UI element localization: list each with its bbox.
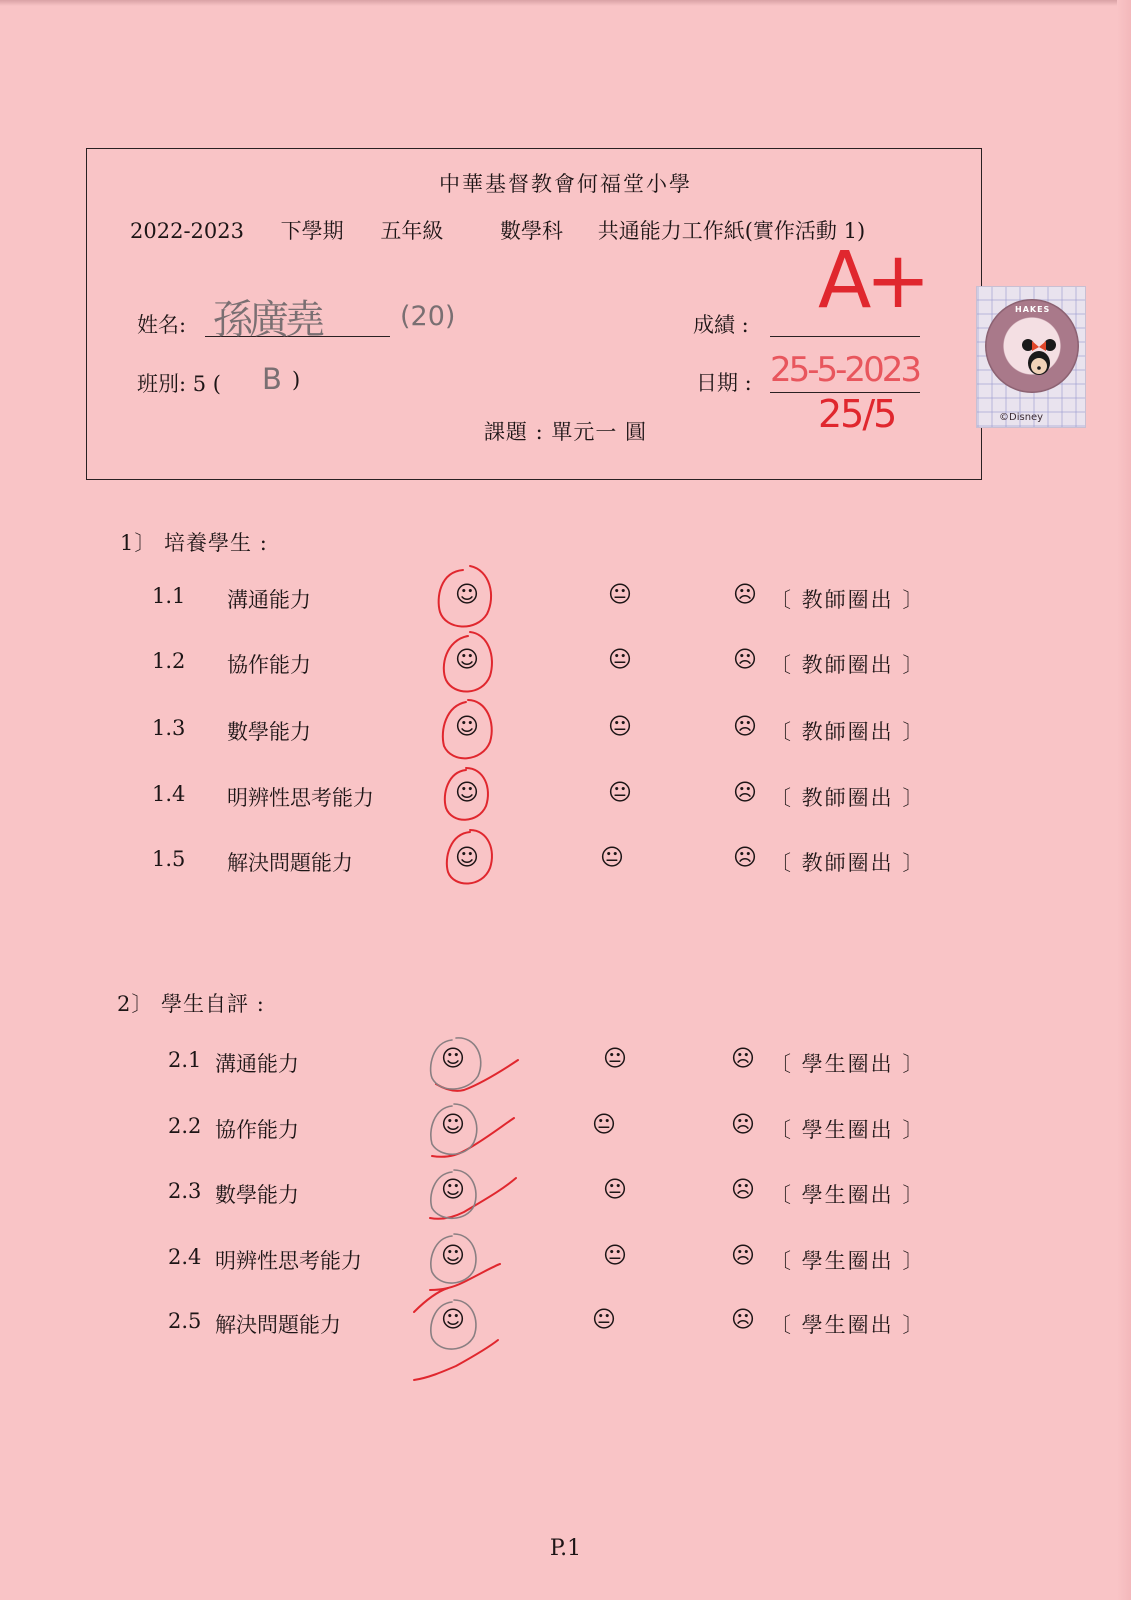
student-note: 〔 學生圈出 〕 — [770, 1052, 926, 1076]
sad-face-icon[interactable]: ☹ — [731, 1046, 755, 1072]
school-year: 2022-2023 — [130, 219, 244, 243]
grade-underline — [770, 336, 920, 337]
term: 下學期 — [280, 219, 344, 243]
section1-title: 1〕 培養學生 : — [120, 531, 268, 555]
class-close: ) — [292, 368, 301, 392]
student-note: 〔 學生圈出 〕 — [770, 1183, 926, 1207]
section1-row — [0, 778, 1131, 818]
grade-label: 成績 : — [693, 313, 749, 337]
neutral-face-icon[interactable]: 😐 — [603, 1243, 627, 1269]
neutral-face-icon[interactable]: 😐 — [608, 780, 632, 806]
disney-sticker — [976, 286, 1086, 428]
teacher-note: 〔 教師圈出 〕 — [770, 851, 926, 875]
sad-face-icon[interactable]: ☹ — [733, 845, 757, 871]
sad-face-icon[interactable]: ☹ — [733, 714, 757, 740]
sad-face-icon[interactable]: ☹ — [731, 1177, 755, 1203]
item-number: 1.3 — [152, 716, 186, 740]
neutral-face-icon[interactable]: 😐 — [592, 1112, 616, 1138]
item-number: 2.4 — [168, 1245, 202, 1269]
grade-value: A+ — [818, 236, 925, 326]
happy-face-icon[interactable]: ☺ — [455, 845, 479, 871]
skill-name: 解決問題能力 — [215, 1313, 341, 1337]
neutral-face-icon[interactable]: 😐 — [608, 714, 632, 740]
section1-row — [0, 645, 1131, 685]
skill-name: 解決問題能力 — [227, 851, 353, 875]
item-number: 1.2 — [152, 649, 186, 673]
section2-row — [0, 1175, 1131, 1215]
worksheet-subtitle — [130, 215, 865, 245]
page-number: P.1 — [549, 1536, 582, 1561]
item-number: 1.4 — [152, 782, 186, 806]
happy-face-icon[interactable]: ☺ — [441, 1112, 465, 1138]
neutral-face-icon[interactable]: 😐 — [603, 1046, 627, 1072]
student-note: 〔 學生圈出 〕 — [770, 1118, 926, 1142]
skill-name: 數學能力 — [215, 1183, 299, 1207]
skill-name: 明辨性思考能力 — [215, 1249, 362, 1273]
item-number: 1.5 — [152, 847, 186, 871]
item-number: 2.2 — [168, 1114, 202, 1138]
skill-name: 協作能力 — [227, 653, 311, 677]
lesson-topic: 課題 : 單元一 圓 — [483, 420, 648, 444]
section1-row — [0, 843, 1131, 883]
minnie-face-icon — [1022, 337, 1056, 377]
date-label: 日期 : — [696, 371, 752, 395]
happy-face-icon[interactable]: ☺ — [441, 1243, 465, 1269]
skill-name: 明辨性思考能力 — [227, 786, 374, 810]
school-name: 中華基督教會何福堂小學 — [439, 172, 692, 196]
class-value: B — [262, 362, 282, 396]
teacher-note: 〔 教師圈出 〕 — [770, 786, 926, 810]
item-number: 2.1 — [168, 1048, 202, 1072]
neutral-face-icon[interactable]: 😐 — [592, 1307, 616, 1333]
worksheet-title: 共通能力工作紙(實作活動 1) — [597, 219, 866, 243]
item-number: 2.3 — [168, 1179, 202, 1203]
subject: 數學科 — [500, 219, 564, 243]
section2-row — [0, 1241, 1131, 1281]
happy-face-icon[interactable]: ☺ — [455, 582, 479, 608]
sad-face-icon[interactable]: ☹ — [733, 582, 757, 608]
section2-title: 2〕 學生自評 : — [117, 992, 265, 1016]
sad-face-icon[interactable]: ☹ — [733, 647, 757, 673]
teacher-note: 〔 教師圈出 〕 — [770, 720, 926, 744]
sticker-copyright: ©Disney — [999, 412, 1044, 423]
happy-face-icon[interactable]: ☺ — [455, 780, 479, 806]
item-number: 2.5 — [168, 1309, 202, 1333]
student-name: 孫廣堯 — [213, 297, 321, 343]
section2-row — [0, 1044, 1131, 1084]
student-number: (20) — [400, 301, 456, 332]
name-label: 姓名: — [137, 313, 187, 337]
skill-name: 溝通能力 — [227, 588, 311, 612]
sad-face-icon[interactable]: ☹ — [731, 1243, 755, 1269]
section2-row — [0, 1305, 1131, 1345]
neutral-face-icon[interactable]: 😐 — [603, 1177, 627, 1203]
happy-face-icon[interactable]: ☺ — [441, 1046, 465, 1072]
sad-face-icon[interactable]: ☹ — [731, 1112, 755, 1138]
teacher-note: 〔 教師圈出 〕 — [770, 588, 926, 612]
sticker-text: HAKES — [1015, 305, 1051, 314]
page-top-edge — [0, 0, 1131, 6]
teacher-note: 〔 教師圈出 〕 — [770, 653, 926, 677]
item-number: 1.1 — [152, 584, 186, 608]
class-label: 班別: 5 ( — [137, 372, 221, 396]
happy-face-icon[interactable]: ☺ — [455, 714, 479, 740]
happy-face-icon[interactable]: ☺ — [441, 1177, 465, 1203]
date-value: 25-5-2023 — [770, 350, 919, 390]
grade-level: 五年級 — [380, 219, 444, 243]
happy-face-icon[interactable]: ☺ — [455, 647, 479, 673]
teacher-tick-mark — [414, 1340, 498, 1380]
section1-row — [0, 580, 1131, 620]
sad-face-icon[interactable]: ☹ — [731, 1307, 755, 1333]
section2-row — [0, 1110, 1131, 1150]
skill-name: 數學能力 — [227, 720, 311, 744]
date-check-mark: 25/5 — [818, 392, 896, 436]
happy-face-icon[interactable]: ☺ — [441, 1307, 465, 1333]
student-note: 〔 學生圈出 〕 — [770, 1249, 926, 1273]
skill-name: 溝通能力 — [215, 1052, 299, 1076]
sad-face-icon[interactable]: ☹ — [733, 780, 757, 806]
student-note: 〔 學生圈出 〕 — [770, 1313, 926, 1337]
neutral-face-icon[interactable]: 😐 — [608, 582, 632, 608]
neutral-face-icon[interactable]: 😐 — [608, 647, 632, 673]
section1-row — [0, 712, 1131, 752]
neutral-face-icon[interactable]: 😐 — [600, 845, 624, 871]
skill-name: 協作能力 — [215, 1118, 299, 1142]
